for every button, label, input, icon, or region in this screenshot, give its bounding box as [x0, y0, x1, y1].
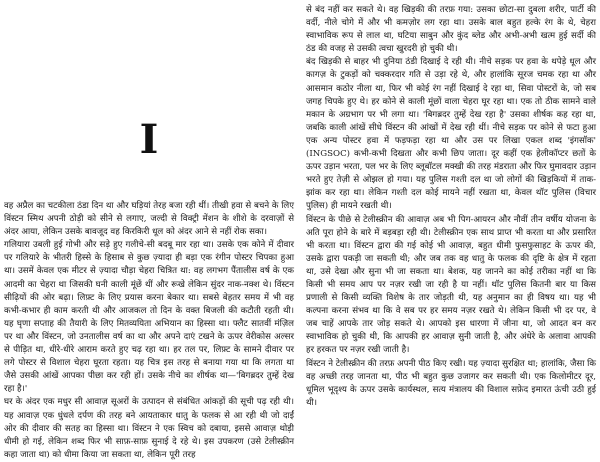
- paragraph: से बंद नहीं कर सकते थे। वह खिड़की की तरफ़ गया: उसका छोटा-सा दुबला शरीर, पार्टी की वर्दी, नीले चोगे में और भी कमज़ोर लग रहा था। उसके बाल बहुत हल्के रंग के थे, चेहरा स्वाभाविक रूप से लाल था, घटिया साबुन और कुंद ब्लेड और अभी-अभी खत्म हुई सर्दी की ठंड की वजह से उसकी त्वचा खुरदरी हो चुकी थी।: [306, 5, 596, 55]
- paragraph: घर के अंदर एक मधुर सी आवाज़ सूअरों के उत्पादन से संबंधित आंकड़ों की सूची पढ़ रही थी। यह आवाज़ एक धुंधले दर्पण की तरह बने आयताकार धातु के फलक से आ रही थी जो दाईं ओर की दीवार की सतह का हिस्सा था। विंस्टन ने एक स्विच को दबाया, इससे आवाज़ थोड़ी धीमी हो गई, लेकिन शब्द फिर भी साफ़-साफ़ सुनाई दे रहे थे। इस उपकरण (उसे टेलीस्क्रीन कहा जाता था) को धीमा किया जा सकता था, लेकिन पूरी तरह: [4, 397, 294, 460]
- paragraph: विंस्टन के पीछे से टेलीस्क्रीन की आवाज़ अब भी पिग-आयरन और नौवीं तीन वर्षीय योजना के अति पूरा होने के बारे में बड़बड़ा रही थी। टेलीस्क्रीन एक साथ प्राप्त भी करता था और प्रसारित भी करता था। विंस्टन द्वारा की गई कोई भी आवाज़, बहुत धीमी फुसफुसाहट के ऊपर की, उसके द्वारा पकड़ी जा सकती थी; और जब तक वह धातु के फलक की दृष्टि के क्षेत्र में रहता था, उसे देखा और सुना भी जा सकता था। बेशक, यह जानने का कोई तरीका नहीं था कि किसी भी समय आप पर नज़र रखी जा रही है या नहीं। थॉट पुलिस कितनी बार या किस प्रणाली से किसी व्यक्ति विशेष के तार जोड़ती थी, यह अनुमान का ही विषय था। यह भी कल्पना करना संभव था कि वे सब पर हर समय नज़र रखते थे। लेकिन किसी भी दर पर, वे जब चाहें आपके तार जोड़ सकते थे। आपको इस धारणा में जीना था, जो आदत बन कर स्वाभाविक हो चुकी थी, कि आपकी हर आवाज़ सुनी जाती है, और अंधेरे के अलावा आपकी हर हरकत पर नज़र रखी जाती है।: [306, 214, 596, 356]
- left-column: [4, 4, 294, 460]
- paragraph: बंद खिड़की से बाहर भी दुनिया ठंडी दिखाई दे रही थी। नीचे सड़क पर हवा के थपेड़े धूल और कागज़ के टुकड़ों को चक्करदार गति से उड़ा रहे थे, और हालांकि सूरज चमक रहा था और आसमान कठोर नीला था, फिर भी कोई रंग नहीं दिखाई दे रहा था, सिवा पोस्टरों के, जो सब जगह चिपके हुए थे। हर कोने से काली मूंछों वाला चेहरा घूर रहा था। एक तो ठीक सामने वाले मकान के अग्रभाग पर भी लगा था। 'बिगब्रदर तुम्हें देख रहा है' उसका शीर्षक कह रहा था, जबकि काली आंखें सीधे विंस्टन की आंखों में देख रही थीं। नीचे सड़क पर कोने से फटा हुआ एक अन्य पोस्टर हवा में फड़फड़ा रहा था और उस पर लिखा एकल शब्द 'इंगसॉक' (INGSOC) कभी-कभी दिखता और कभी छिप जाता। दूर कहीं एक हेलीकॉप्टर छतों के ऊपर उड़ान भरता, पल भर के लिए ब्लूबॉटल मक्खी की तरह मंडराता और फिर घुमावदार उड़ान भरते हुए तेज़ी से ओझल हो गया। यह पुलिस गश्ती दल था जो लोगों की खिड़कियों में ताक-झांक कर रहा था। लेकिन गश्ती दल कोई मायने नहीं रखता था, केवल थॉट पुलिस (विचार पुलिस) ही मायने रखती थी।: [306, 57, 596, 212]
- chapter-numeral: I: [139, 116, 159, 163]
- paragraph: वह अप्रैल का चटकीला ठंडा दिन था और घड़ियां तेरह बजा रही थीं। तीखी हवा से बचने के लिए विंस्टन स्मिथ अपनी ठोड़ी को सीने से लगाए, जल्दी से विक्ट्री मेंशन के शीशे के दरवाज़ों से अंदर आया, लेकिन उसके बावजूद वह किरकिरी धूल को अंदर आने से नहीं रोक सका।: [4, 201, 294, 238]
- right-column: [306, 4, 596, 430]
- paragraph: विंस्टन ने टेलीस्क्रीन की तरफ़ अपनी पीठ किए रखी। यह ज़्यादा सुरक्षित था; हालांकि, जैसा कि वह अच्छी तरह जानता था, पीठ भी बहुत कुछ उजागर कर सकती थी। एक किलोमीटर दूर, धूमिल भूदृश्य के ऊपर उसके कार्यस्थल, सत्य मंत्रालय की विशाल सफ़ेद इमारत ऊंची उठी हुई थी।: [306, 358, 596, 408]
- paragraph: गलियारा उबली हुई गोभी और सड़े हुए गलीचे-सी बदबू मार रहा था। उसके एक कोने में दीवार पर गलियारे के भीतरी हिस्से के हिसाब से कुछ ज़्यादा ही बड़ा एक रंगीन पोस्टर चिपका हुआ था। उसमें केवल एक मीटर से ज़्यादा चौड़ा चेहरा चित्रित था: वह लगभग पैंतालीस वर्ष के एक आदमी का चेहरा था जिसकी घनी काली मूंछें थीं और रूखे लेकिन सुंदर नाक-नक्श थे। विंस्टन सीढ़ियों की ओर बढ़ा। लिफ़्ट के लिए प्रयास करना बेकार था। सबसे बेहतर समय में भी वह कभी-कभार ही काम करती थी और आजकल तो दिन के वक्त बिजली की कटौती रहती थी। यह घृणा सप्ताह की तैयारी के लिए मितव्ययिता अभियान का हिस्सा था। फ्लैट सातवीं मंज़िल पर था और विंस्टन, जो उनतालीस वर्ष का था और अपने दाएं टखने के ऊपर वेरीकोस अल्सर से पीड़ित था, धीरे-धीरे आराम करते हुए चढ़ रहा था। हर तल पर, लिफ़्ट के सामने दीवार पर लगे पोस्टर से विशाल चेहरा घूरता रहता। यह चित्र इस तरह से बनाया गया था कि लगता था जैसे उसकी आंखें आपका पीछा कर रही हों। उसके नीचे का शीर्षक था—'बिगब्रदर तुम्हें देख रहा है।': [4, 240, 294, 395]
